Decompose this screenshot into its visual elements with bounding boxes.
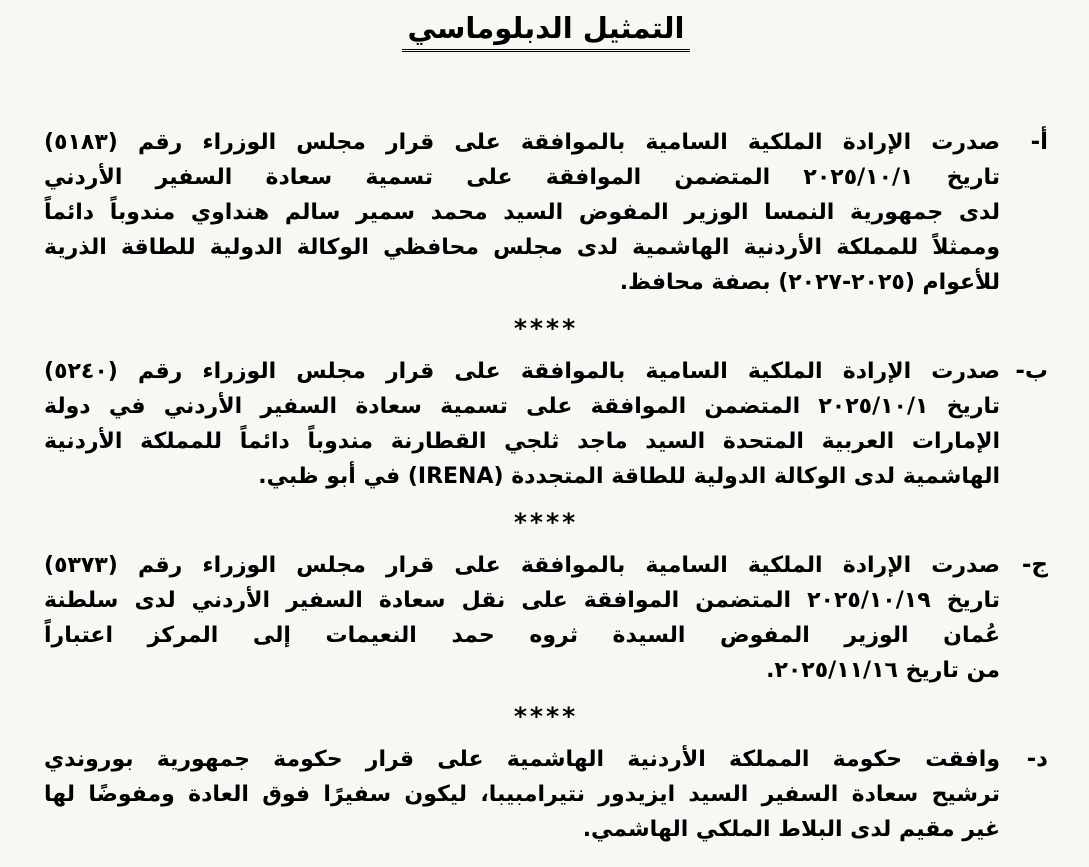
text-line: صدرت الإرادة الملكية السامية بالموافقة على قرار مجلس الوزراء رقم (٥٣٧٣) bbox=[44, 553, 1000, 578]
paragraph-d-text bbox=[44, 742, 1000, 847]
text-line: وافقت حكومة المملكة الأردنية الهاشمية على قرار حكومة جمهورية بوروندي bbox=[44, 747, 1000, 772]
text-line: وممثلاً للمملكة الأردنية الهاشمية لدى مجلس محافظي الوكالة الدولية للطاقة الذرية bbox=[44, 235, 1000, 260]
paragraph-d bbox=[44, 742, 1048, 847]
document-title: التمثيل الدبلوماسي bbox=[402, 10, 691, 52]
text-line: من تاريخ ٢٠٢٥/١١/١٦. bbox=[766, 658, 1000, 683]
text-line: للأعوام (٢٠٢٥-٢٠٢٧) بصفة محافظ. bbox=[619, 270, 1000, 295]
paragraph-a-marker: أ- bbox=[1030, 129, 1048, 155]
paragraph-b bbox=[44, 354, 1048, 494]
text-line: الهاشمية لدى الوكالة الدولية للطاقة المتجددة (IRENA) في أبو ظبي. bbox=[258, 464, 1000, 489]
paragraph-c bbox=[44, 548, 1048, 688]
paragraph-c-marker: ج- bbox=[1021, 552, 1048, 578]
text-line: صدرت الإرادة الملكية السامية بالموافقة على قرار مجلس الوزراء رقم (٥١٨٣) bbox=[44, 130, 1000, 155]
text-line: الإمارات العربية المتحدة السيد ماجد ثلجي القطارنة مندوباً دائماً للمملكة الأردنية bbox=[44, 429, 1000, 454]
text-line: لدى جمهورية النمسا الوزير المفوض السيد محمد سمير سالم هنداوي مندوباً دائماً bbox=[44, 200, 1000, 225]
paragraph-d-marker: د- bbox=[1026, 746, 1048, 772]
text-line: عُمان الوزير المفوض السيدة ثروه حمد النعيمات إلى المركز اعتباراً bbox=[44, 623, 1000, 648]
paragraph-a-text bbox=[44, 125, 1000, 300]
section-separator: **** bbox=[513, 702, 579, 731]
title-row bbox=[44, 10, 1048, 52]
section-separator: **** bbox=[513, 508, 579, 537]
paragraph-b-text bbox=[44, 354, 1000, 494]
text-line: غير مقيم لدى البلاط الملكي الهاشمي. bbox=[582, 817, 1000, 842]
text-line: تاريخ ٢٠٢٥/١٠/١ المتضمن الموافقة على تسمية سعادة السفير الأردني في دولة bbox=[44, 394, 1001, 419]
text-line: تاريخ ٢٠٢٥/١٠/١٩ المتضمن الموافقة على نقل سعادة السفير الأردني لدى سلطنة bbox=[44, 588, 1001, 613]
paragraph-c-text bbox=[44, 548, 1000, 688]
paragraph-b-marker: ب- bbox=[1015, 358, 1048, 384]
paragraph-a bbox=[44, 125, 1048, 300]
text-line: صدرت الإرادة الملكية السامية بالموافقة على قرار مجلس الوزراء رقم (٥٢٤٠) bbox=[44, 359, 1000, 384]
section-separator: **** bbox=[513, 314, 579, 343]
text-line: ترشيح سعادة السفير السيد ايزيدور نتيرامبيبا، ليكون سفيرًا فوق العادة ومفوضًا لها bbox=[44, 782, 1000, 807]
text-line: تاريخ ٢٠٢٥/١٠/١ المتضمن الموافقة على تسمية سعادة السفير الأردني bbox=[44, 165, 1001, 190]
